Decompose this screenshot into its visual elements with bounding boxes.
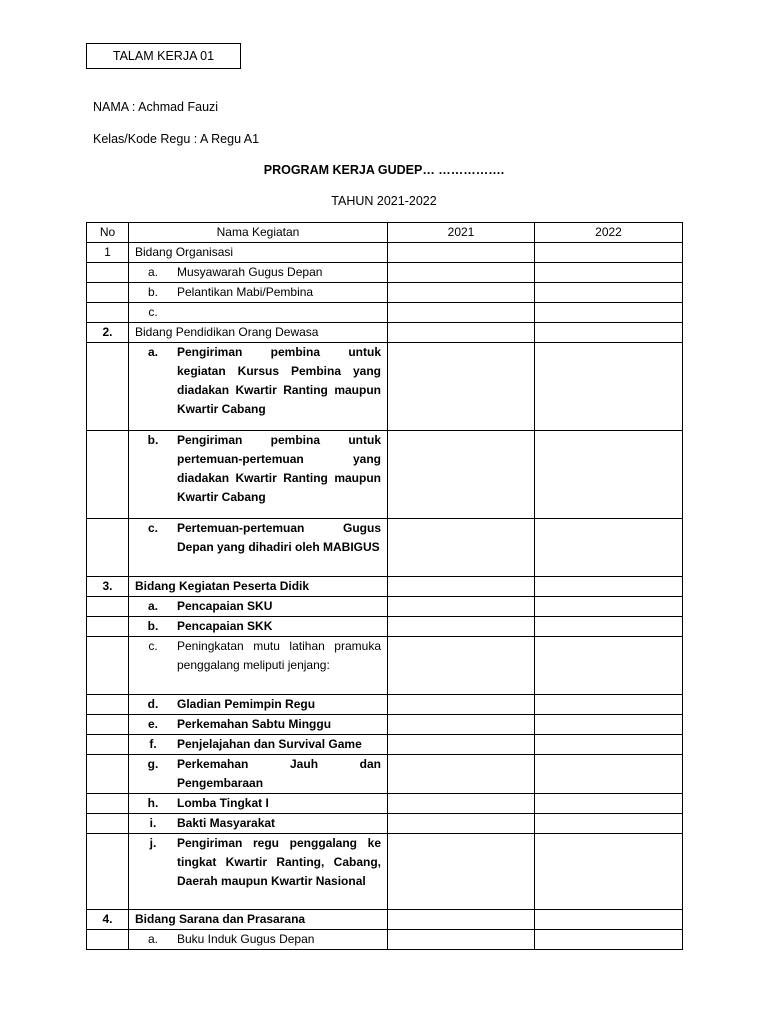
table-row [87, 263, 683, 283]
table-row [87, 617, 683, 637]
row-number [87, 263, 129, 283]
item-text: Buku Induk Gugus Depan [177, 932, 315, 946]
cell-2022[interactable] [535, 794, 683, 814]
class-line: Kelas/Kode Regu : A Regu A1 [93, 132, 260, 146]
table-row [87, 735, 683, 755]
cell-2022[interactable] [535, 343, 683, 431]
row-number: 1 [87, 243, 129, 263]
activity-cell [129, 695, 388, 715]
cell-2022[interactable] [535, 283, 683, 303]
row-number [87, 755, 129, 794]
cell-2021[interactable] [388, 243, 535, 263]
activity-cell [129, 834, 388, 910]
cell-2022[interactable] [535, 263, 683, 283]
activity-cell [129, 431, 388, 519]
header-year-2021: 2021 [388, 223, 535, 243]
cell-2022[interactable] [535, 715, 683, 735]
cell-2021[interactable] [388, 735, 535, 755]
cell-2021[interactable] [388, 637, 535, 695]
cell-2022[interactable] [535, 303, 683, 323]
cell-2021[interactable] [388, 323, 535, 343]
activity-cell [129, 930, 388, 950]
activity-cell [129, 617, 388, 637]
category-cell: Bidang Pendidikan Orang Dewasa [129, 323, 388, 343]
cell-2021[interactable] [388, 715, 535, 735]
activity-cell [129, 715, 388, 735]
cell-2022[interactable] [535, 735, 683, 755]
item-label: d. [147, 697, 159, 711]
cell-2021[interactable] [388, 930, 535, 950]
row-number [87, 303, 129, 323]
cell-2021[interactable] [388, 910, 535, 930]
cell-2022[interactable] [535, 243, 683, 263]
item-label: a. [147, 599, 158, 613]
item-text: Pertemuan-pertemuan Gugus Depan yang dihadiri oleh MABIGUS [177, 521, 381, 554]
table-row [87, 637, 683, 695]
row-number [87, 343, 129, 431]
table-row [87, 910, 683, 930]
item-label: c. [148, 639, 158, 653]
table-row [87, 283, 683, 303]
cell-2022[interactable] [535, 323, 683, 343]
item-label: j. [149, 836, 157, 850]
item-label: a. [147, 932, 158, 946]
cell-2022[interactable] [535, 814, 683, 834]
year-title: TAHUN 2021-2022 [331, 194, 437, 208]
cell-2021[interactable] [388, 597, 535, 617]
cell-2021[interactable] [388, 814, 535, 834]
item-label: c. [148, 305, 158, 319]
header-activity: Nama Kegiatan [129, 223, 388, 243]
row-number [87, 794, 129, 814]
activity-cell [129, 303, 388, 323]
item-text: Perkemahan Jauh dan Pengembaraan [177, 757, 381, 790]
cell-2021[interactable] [388, 519, 535, 577]
item-label: b. [147, 619, 159, 633]
row-number [87, 519, 129, 577]
activity-cell [129, 814, 388, 834]
cell-2022[interactable] [535, 695, 683, 715]
item-label: g. [147, 757, 159, 771]
item-text: Pencapaian SKK [177, 619, 273, 633]
activity-cell [129, 794, 388, 814]
cell-2022[interactable] [535, 637, 683, 695]
table-row [87, 323, 683, 343]
activity-cell [129, 755, 388, 794]
worksheet-title-box: TALAM KERJA 01 [86, 43, 241, 69]
item-label: b. [147, 285, 158, 299]
table-row [87, 755, 683, 794]
row-number [87, 695, 129, 715]
cell-2022[interactable] [535, 577, 683, 597]
item-text: Pengiriman pembina untuk pertemuan-pertemuan yang diadakan Kwartir Ranting maupun Kwartir Cabang [177, 433, 381, 504]
cell-2021[interactable] [388, 343, 535, 431]
item-label: h. [147, 796, 159, 810]
row-number: 3. [87, 577, 129, 597]
name-line: NAMA : Achmad Fauzi [93, 100, 219, 114]
item-label: i. [149, 816, 157, 830]
activity-cell [129, 519, 388, 577]
cell-2022[interactable] [535, 431, 683, 519]
item-label: f. [149, 737, 157, 751]
item-text: Pencapaian SKU [177, 599, 273, 613]
row-number [87, 283, 129, 303]
item-label: e. [147, 717, 158, 731]
item-label: b. [147, 433, 159, 447]
item-label: a. [147, 265, 158, 279]
cell-2021[interactable] [388, 577, 535, 597]
item-text: Musyawarah Gugus Depan [177, 265, 323, 279]
table-row [87, 794, 683, 814]
table-row [87, 303, 683, 323]
activity-cell [129, 343, 388, 431]
header-year-2022: 2022 [535, 223, 683, 243]
cell-2021[interactable] [388, 755, 535, 794]
row-number [87, 597, 129, 617]
cell-2021[interactable] [388, 834, 535, 910]
cell-2021[interactable] [388, 283, 535, 303]
item-text [177, 303, 381, 322]
cell-2022[interactable] [535, 930, 683, 950]
table-row [87, 243, 683, 263]
item-text: Bakti Masyarakat [177, 816, 276, 830]
table-row [87, 519, 683, 577]
program-title: PROGRAM KERJA GUDEP… ……………. [263, 163, 505, 177]
table-row [87, 834, 683, 910]
cell-2022[interactable] [535, 755, 683, 794]
item-label: a. [147, 345, 158, 359]
category-cell: Bidang Kegiatan Peserta Didik [129, 577, 388, 597]
row-number: 4. [87, 910, 129, 930]
table-row [87, 814, 683, 834]
item-text: Pelantikan Mabi/Pembina [177, 285, 314, 299]
category-cell: Bidang Sarana dan Prasarana [129, 910, 388, 930]
table-row [87, 577, 683, 597]
cell-2021[interactable] [388, 794, 535, 814]
row-number [87, 814, 129, 834]
row-number [87, 930, 129, 950]
cell-2022[interactable] [535, 519, 683, 577]
row-number [87, 637, 129, 695]
cell-2022[interactable] [535, 597, 683, 617]
row-number [87, 834, 129, 910]
table-header-row [87, 223, 683, 243]
cell-2022[interactable] [535, 910, 683, 930]
activity-cell [129, 735, 388, 755]
activity-cell [129, 263, 388, 283]
cell-2022[interactable] [535, 617, 683, 637]
item-text: Gladian Pemimpin Regu [177, 697, 316, 711]
cell-2021[interactable] [388, 263, 535, 283]
row-number [87, 617, 129, 637]
row-number [87, 431, 129, 519]
program-table [86, 222, 683, 950]
category-cell: Bidang Organisasi [129, 243, 388, 263]
table-row [87, 597, 683, 617]
table-row [87, 695, 683, 715]
item-text: Perkemahan Sabtu Minggu [177, 717, 332, 731]
table-row [87, 930, 683, 950]
table-row [87, 431, 683, 519]
activity-cell [129, 637, 388, 695]
item-text: Pengiriman regu penggalang ke tingkat Kwartir Ranting, Cabang, Daerah maupun Kwartir Nasional [177, 836, 381, 888]
cell-2022[interactable] [535, 834, 683, 910]
cell-2021[interactable] [388, 617, 535, 637]
row-number: 2. [87, 323, 129, 343]
item-label: c. [147, 521, 158, 535]
item-text: Penjelajahan dan Survival Game [177, 737, 362, 751]
header-no: No [87, 223, 129, 243]
row-number [87, 735, 129, 755]
activity-cell [129, 283, 388, 303]
item-text: Peningkatan mutu latihan pramuka penggalang meliputi jenjang: [177, 639, 381, 672]
row-number [87, 715, 129, 735]
item-text: Lomba Tingkat I [177, 796, 269, 810]
cell-2021[interactable] [388, 303, 535, 323]
activity-cell [129, 597, 388, 617]
cell-2021[interactable] [388, 695, 535, 715]
item-text: Pengiriman pembina untuk kegiatan Kursus Pembina yang diadakan Kwartir Ranting maupun Kwartir Cabang [177, 345, 381, 416]
table-row [87, 343, 683, 431]
table-row [87, 715, 683, 735]
cell-2021[interactable] [388, 431, 535, 519]
